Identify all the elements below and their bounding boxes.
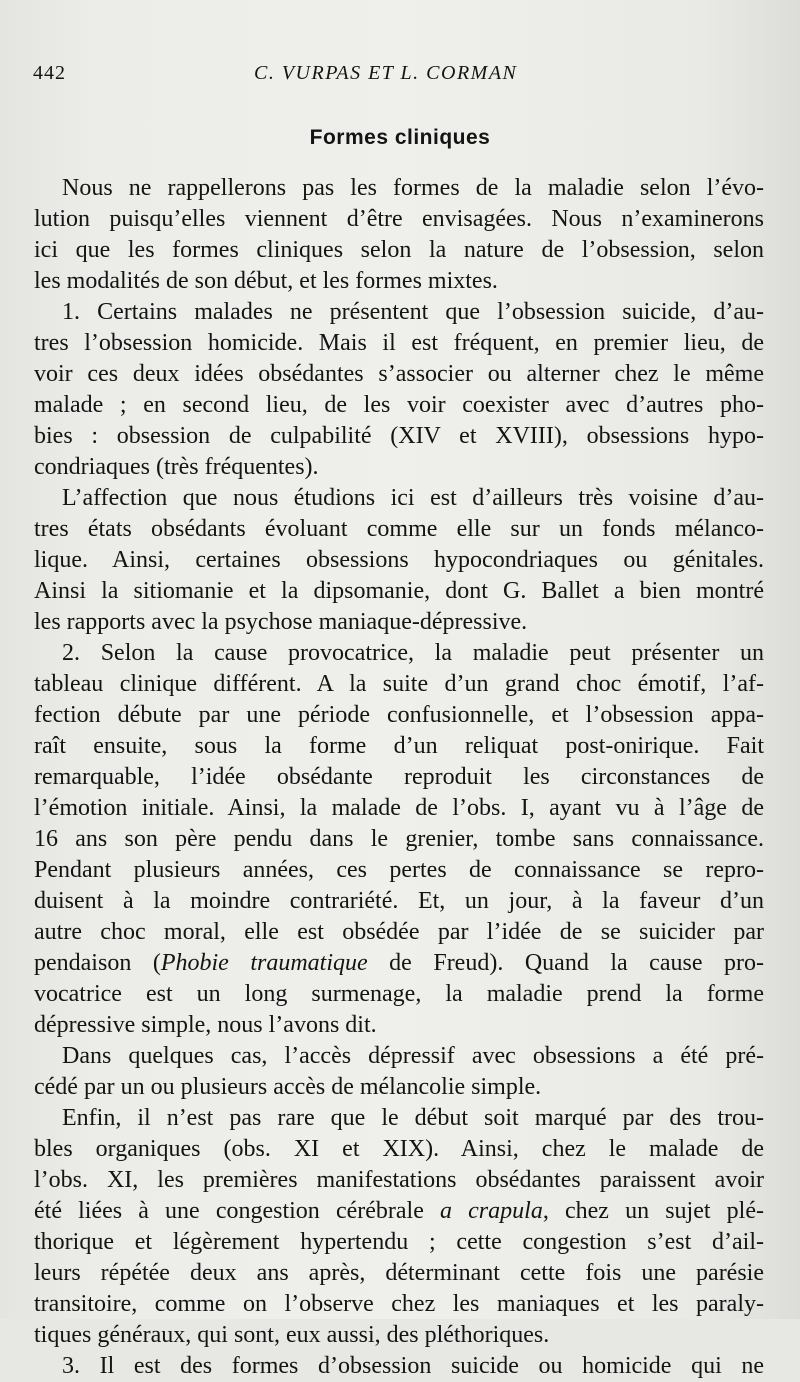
running-head xyxy=(30,58,790,88)
text-line: Nous ne rappellerons pas les formes de la maladie selon l’évo- xyxy=(62,175,764,201)
running-head-authors: C. VURPAS ET L. CORMAN xyxy=(254,62,518,84)
text-line: cédé par un ou plusieurs accès de mélancolie simple. xyxy=(34,1074,542,1100)
text-line: tres états obsédants évoluant comme elle sur un fonds mélanco- xyxy=(34,516,764,542)
text-line: remarquable, l’idée obsédante reproduit les circonstances de xyxy=(34,764,764,790)
text-line: ici que les formes cliniques selon la nature de l’obsession, selon xyxy=(34,237,764,263)
text-line: tableau clinique différent. A la suite d’un grand choc émotif, l’af- xyxy=(34,671,764,697)
text-line: 1. Certains malades ne présentent que l’obsession suicide, d’au- xyxy=(62,299,764,325)
page-number: 442 xyxy=(33,62,66,84)
text-line: 3. Il est des formes d’obsession suicide ou homicide qui ne xyxy=(62,1353,764,1379)
text-line: Ainsi la sitiomanie et la dipsomanie, dont G. Ballet a bien montré xyxy=(34,578,764,604)
text-line: les modalités de son début, et les formes mixtes. xyxy=(34,268,498,294)
italic-phrase: a crapula xyxy=(440,1198,543,1224)
text-line: Dans quelques cas, l’accès dépressif avec obsessions a été pré- xyxy=(62,1043,764,1069)
text-line: voir ces deux idées obsédantes s’associer ou alterner chez le même xyxy=(34,361,764,387)
text-line: pendaison (Phobie traumatique de Freud). Quand la cause pro- xyxy=(34,950,764,976)
text-line: l’obs. XI, les premières manifestations obsédantes paraissent avoir xyxy=(34,1167,764,1193)
italic-phrase: Phobie traumatique xyxy=(160,950,368,976)
text-line: lique. Ainsi, certaines obsessions hypocondriaques ou génitales. xyxy=(34,547,764,573)
text-line: bles organiques (obs. XI et XIX). Ainsi, chez le malade de xyxy=(34,1136,764,1162)
text-line: malade ; en second lieu, de les voir coexister avec d’autres pho- xyxy=(34,392,764,418)
text-line: autre choc moral, elle est obsédée par l’idée de se suicider par xyxy=(34,919,764,945)
text-line: 16 ans son père pendu dans le grenier, tombe sans connaissance. xyxy=(34,826,764,852)
body-text xyxy=(34,173,764,1382)
text-line: tiques généraux, qui sont, eux aussi, des pléthoriques. xyxy=(34,1322,550,1348)
text-line: fection débute par une période confusionnelle, et l’obsession appa- xyxy=(34,702,764,728)
text-line: lution puisqu’elles viennent d’être envisagées. Nous n’examinerons xyxy=(34,206,764,232)
text-line: l’émotion initiale. Ainsi, la malade de l’obs. I, ayant vu à l’âge de xyxy=(34,795,764,821)
text-line: condriaques (très fréquentes). xyxy=(34,454,319,480)
text-line: les rapports avec la psychose maniaque-dépressive. xyxy=(34,609,528,635)
text-line: transitoire, comme on l’observe chez les maniaques et les paraly- xyxy=(34,1291,764,1317)
text-line: L’affection que nous étudions ici est d’ailleurs très voisine d’au- xyxy=(62,485,764,511)
text-line: vocatrice est un long surmenage, la maladie prend la forme xyxy=(34,981,764,1007)
text-line: bies : obsession de culpabilité (XIV et XVIII), obsessions hypo- xyxy=(34,423,764,449)
text-line: Pendant plusieurs années, ces pertes de connaissance se repro- xyxy=(34,857,764,883)
text-line: 2. Selon la cause provocatrice, la maladie peut présenter un xyxy=(62,640,764,666)
text-line: duisent à la moindre contrariété. Et, un jour, à la faveur d’un xyxy=(34,888,764,914)
section-title: Formes cliniques xyxy=(309,126,491,149)
text-line: thorique et légèrement hypertendu ; cette congestion s’est d’ail- xyxy=(34,1229,764,1255)
text-line: raît ensuite, sous la forme d’un reliquat post-onirique. Fait xyxy=(34,733,764,759)
text-line: leurs répétée deux ans après, déterminant cette fois une parésie xyxy=(34,1260,764,1286)
text-line: tres l’obsession homicide. Mais il est fréquent, en premier lieu, de xyxy=(34,330,764,356)
text-line: dépressive simple, nous l’avons dit. xyxy=(34,1012,377,1038)
text-line: Enfin, il n’est pas rare que le début soit marqué par des trou- xyxy=(62,1105,764,1131)
text-line: été liées à une congestion cérébrale a crapula, chez un sujet plé- xyxy=(34,1198,764,1224)
